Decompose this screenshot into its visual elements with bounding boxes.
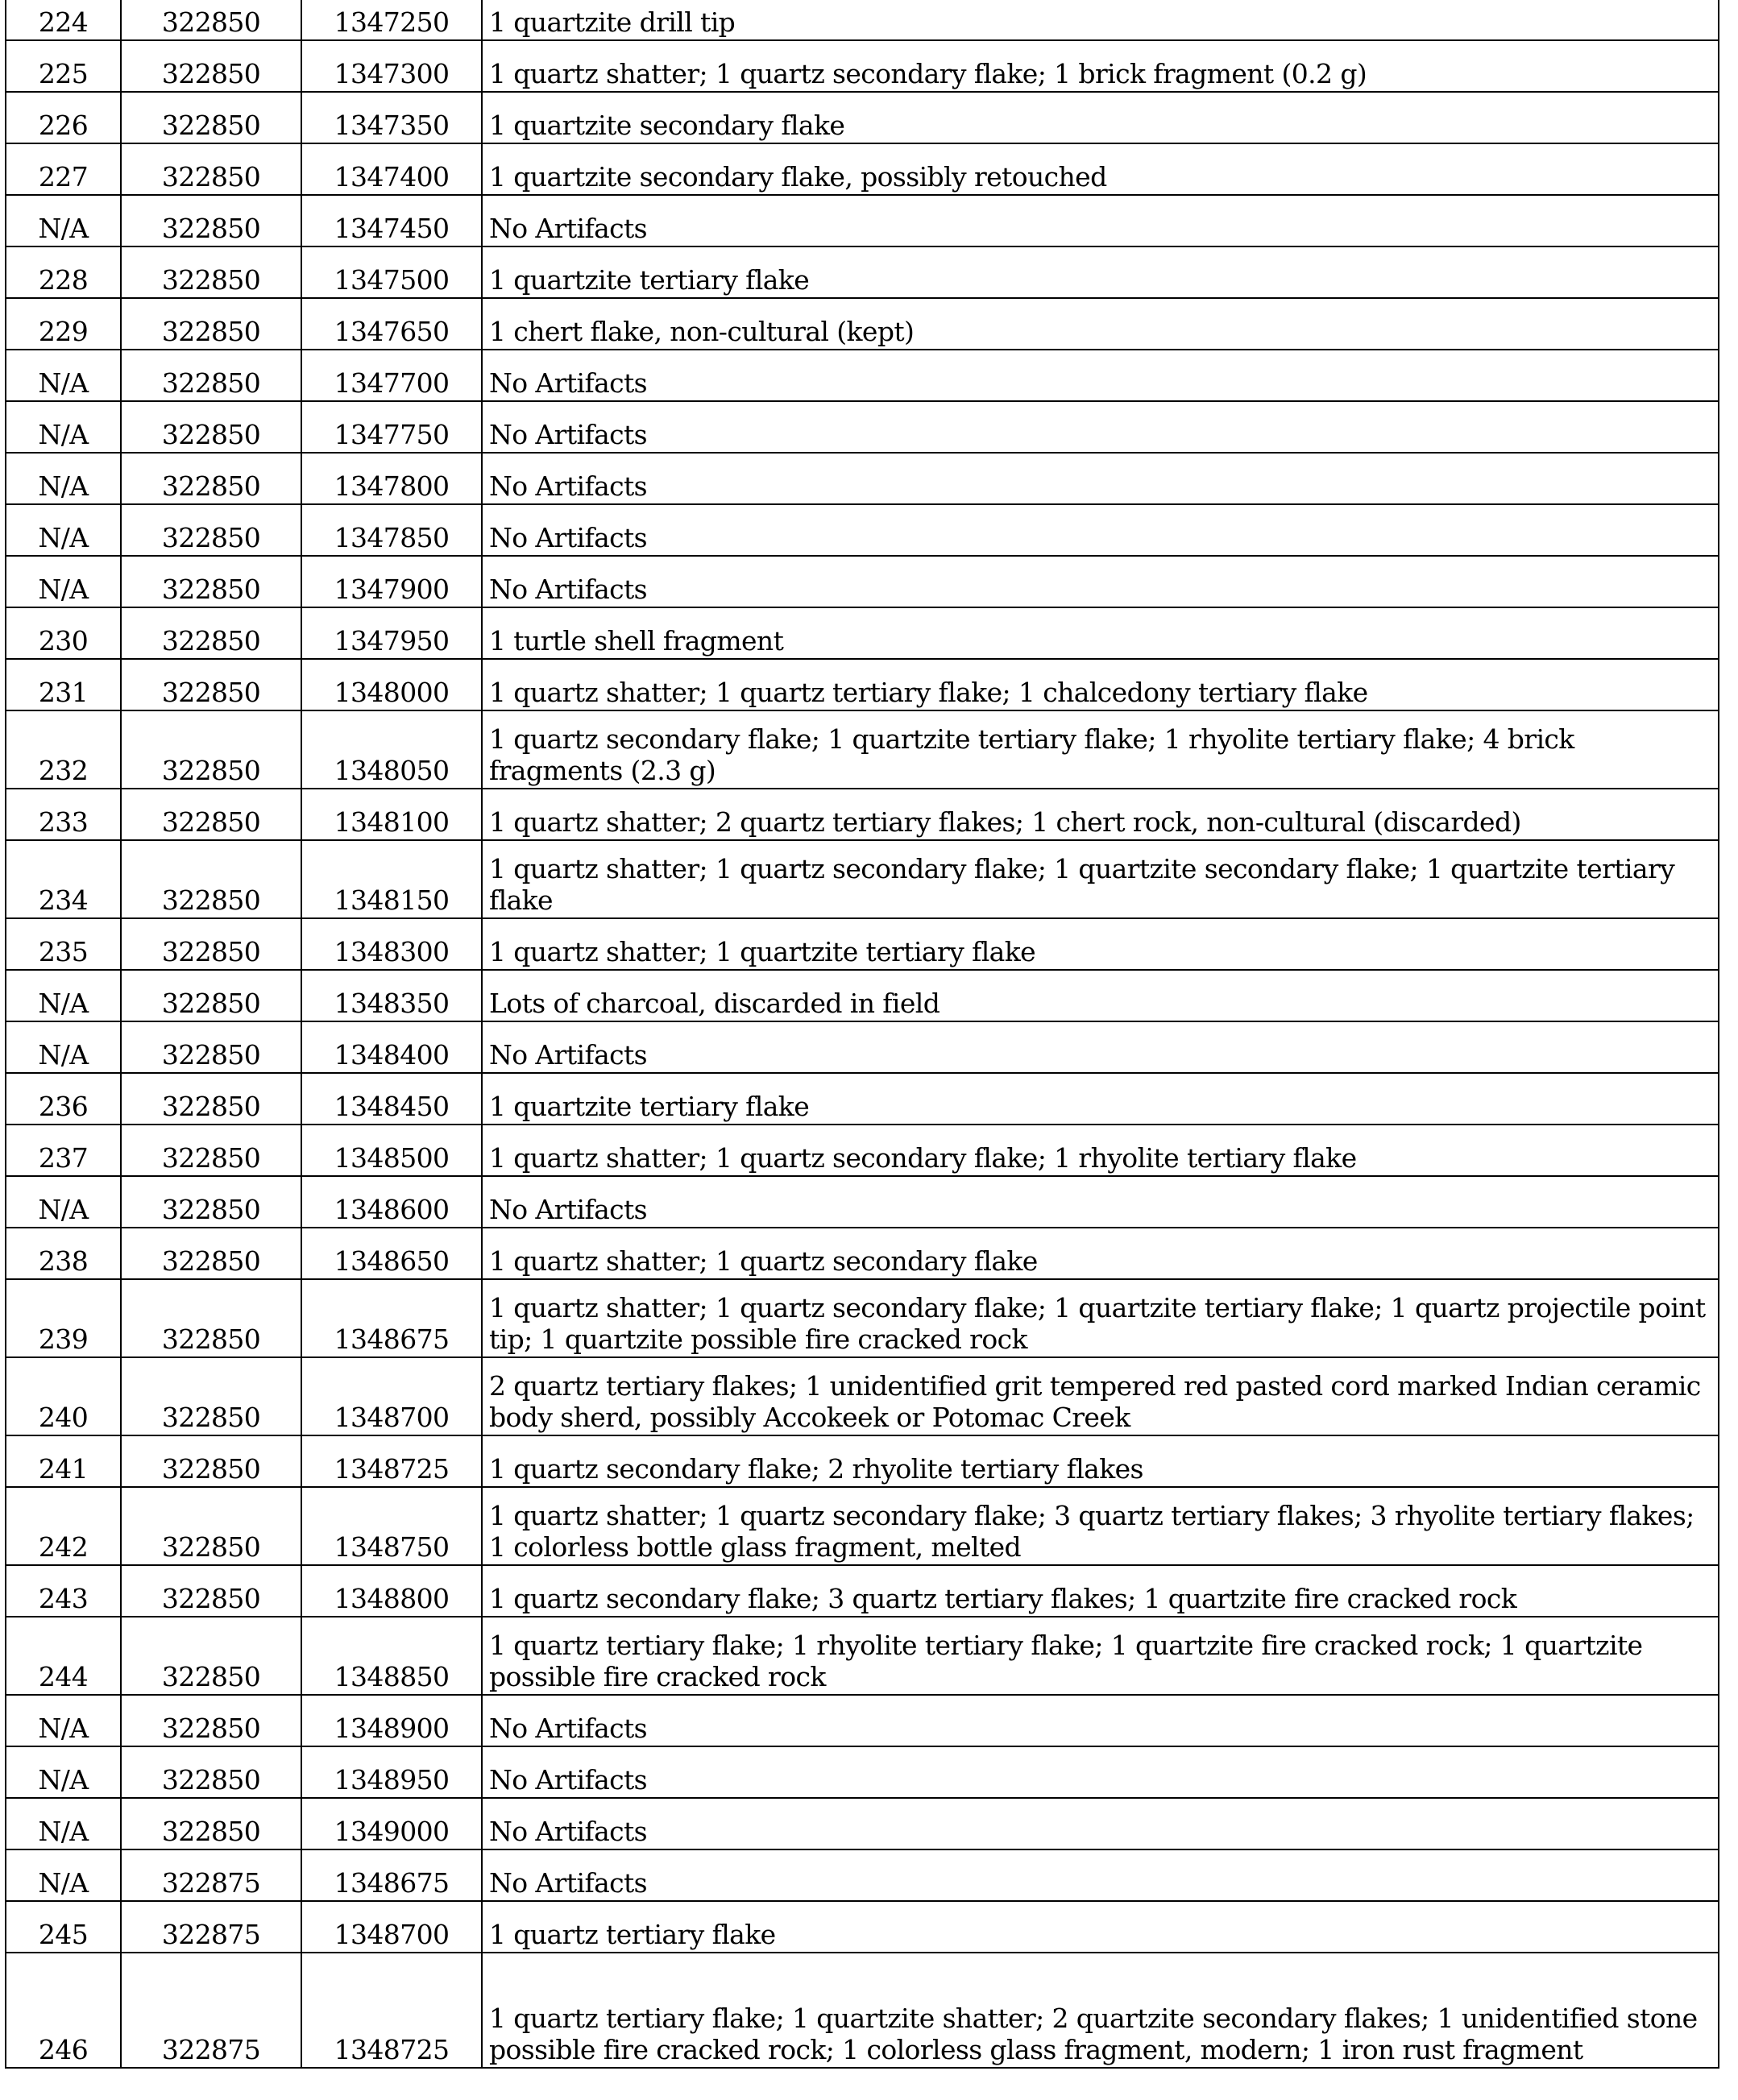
table-row [6,1617,1719,1695]
artifact-description-cell: No Artifacts [482,1849,1719,1901]
table-row [6,1901,1719,1953]
catalog-number-cell: 234 [6,840,121,918]
table-row [6,1953,1719,2068]
table-row [6,1695,1719,1746]
artifact-description-cell: No Artifacts [482,1021,1719,1073]
catalog-number-cell: 229 [6,298,121,350]
northing-cell: 1348450 [301,1073,482,1125]
catalog-number-cell: N/A [6,504,121,556]
easting-cell: 322850 [121,1695,301,1746]
artifact-description-cell: 1 quartz shatter; 1 quartz tertiary flake; 1 chalcedony tertiary flake [482,659,1719,710]
easting-cell: 322850 [121,40,301,92]
table-row [6,918,1719,970]
artifact-description-cell: 1 quartz secondary flake; 1 quartzite tertiary flake; 1 rhyolite tertiary flake; 4 brick fragments (2.3 g) [482,710,1719,789]
table-row [6,789,1719,840]
easting-cell: 322850 [121,0,301,40]
easting-cell: 322850 [121,789,301,840]
catalog-number-cell: 243 [6,1565,121,1617]
northing-cell: 1348750 [301,1487,482,1565]
easting-cell: 322850 [121,504,301,556]
northing-cell: 1348100 [301,789,482,840]
catalog-number-cell: 245 [6,1901,121,1953]
catalog-number-cell: N/A [6,1695,121,1746]
catalog-number-cell: 236 [6,1073,121,1125]
table-row [6,970,1719,1021]
table-body [6,0,1719,2068]
northing-cell: 1348400 [301,1021,482,1073]
northing-cell: 1347500 [301,246,482,298]
easting-cell: 322850 [121,298,301,350]
table-row [6,1021,1719,1073]
table-row [6,607,1719,659]
table-row [6,40,1719,92]
easting-cell: 322850 [121,556,301,607]
catalog-number-cell: 244 [6,1617,121,1695]
easting-cell: 322850 [121,710,301,789]
northing-cell: 1347800 [301,453,482,504]
northing-cell: 1348350 [301,970,482,1021]
catalog-number-cell: 231 [6,659,121,710]
table-row [6,659,1719,710]
catalog-number-cell: N/A [6,1798,121,1849]
northing-cell: 1348675 [301,1279,482,1357]
easting-cell: 322850 [121,607,301,659]
artifact-description-cell: Lots of charcoal, discarded in field [482,970,1719,1021]
easting-cell: 322850 [121,1487,301,1565]
artifact-description-cell: 1 quartz tertiary flake [482,1901,1719,1953]
table-row [6,143,1719,195]
catalog-number-cell: 230 [6,607,121,659]
easting-cell: 322850 [121,1279,301,1357]
table-row [6,1125,1719,1176]
artifact-description-cell: 1 quartz shatter; 1 quartz secondary flake [482,1228,1719,1279]
artifact-description-cell: No Artifacts [482,453,1719,504]
catalog-number-cell: N/A [6,401,121,453]
northing-cell: 1348500 [301,1125,482,1176]
easting-cell: 322850 [121,92,301,143]
table-row [6,0,1719,40]
northing-cell: 1347450 [301,195,482,246]
northing-cell: 1347300 [301,40,482,92]
artifact-description-cell: 1 quartz secondary flake; 2 rhyolite tertiary flakes [482,1435,1719,1487]
northing-cell: 1348725 [301,1953,482,2068]
easting-cell: 322850 [121,1073,301,1125]
artifact-description-cell: 1 quartz shatter; 1 quartz secondary flake; 1 rhyolite tertiary flake [482,1125,1719,1176]
easting-cell: 322850 [121,350,301,401]
artifact-description-cell: No Artifacts [482,504,1719,556]
artifact-description-cell: 1 quartz shatter; 1 quartz secondary flake; 3 quartz tertiary flakes; 3 rhyolite tertiary flakes; 1 colorless bottle glass fragment, melted [482,1487,1719,1565]
easting-cell: 322850 [121,401,301,453]
catalog-number-cell: N/A [6,556,121,607]
catalog-number-cell: N/A [6,350,121,401]
northing-cell: 1348300 [301,918,482,970]
artifact-description-cell: 1 quartzite secondary flake [482,92,1719,143]
catalog-number-cell: 237 [6,1125,121,1176]
easting-cell: 322850 [121,1357,301,1435]
northing-cell: 1348725 [301,1435,482,1487]
table-row [6,401,1719,453]
easting-cell: 322850 [121,970,301,1021]
artifact-description-cell: 1 quartz shatter; 1 quartz secondary flake; 1 brick fragment (0.2 g) [482,40,1719,92]
catalog-number-cell: 232 [6,710,121,789]
table-row [6,1746,1719,1798]
artifact-description-cell: 1 quartzite drill tip [482,0,1719,40]
table-row [6,298,1719,350]
easting-cell: 322850 [121,1125,301,1176]
catalog-number-cell: N/A [6,1176,121,1228]
northing-cell: 1348950 [301,1746,482,1798]
catalog-number-cell: N/A [6,453,121,504]
artifact-description-cell: No Artifacts [482,1798,1719,1849]
table-row [6,195,1719,246]
northing-cell: 1347250 [301,0,482,40]
northing-cell: 1348675 [301,1849,482,1901]
easting-cell: 322875 [121,1901,301,1953]
easting-cell: 322850 [121,1798,301,1849]
northing-cell: 1348900 [301,1695,482,1746]
northing-cell: 1348050 [301,710,482,789]
northing-cell: 1348000 [301,659,482,710]
artifact-description-cell: No Artifacts [482,350,1719,401]
easting-cell: 322850 [121,1435,301,1487]
catalog-number-cell: 241 [6,1435,121,1487]
easting-cell: 322850 [121,453,301,504]
table-row [6,1798,1719,1849]
artifact-description-cell: No Artifacts [482,1695,1719,1746]
northing-cell: 1347950 [301,607,482,659]
easting-cell: 322850 [121,195,301,246]
northing-cell: 1347400 [301,143,482,195]
catalog-number-cell: N/A [6,195,121,246]
artifact-description-cell: No Artifacts [482,556,1719,607]
artifact-description-cell: No Artifacts [482,1746,1719,1798]
easting-cell: 322850 [121,1021,301,1073]
northing-cell: 1348700 [301,1901,482,1953]
northing-cell: 1347850 [301,504,482,556]
catalog-number-cell: 226 [6,92,121,143]
northing-cell: 1347750 [301,401,482,453]
northing-cell: 1347900 [301,556,482,607]
easting-cell: 322850 [121,840,301,918]
catalog-number-cell: 240 [6,1357,121,1435]
easting-cell: 322850 [121,1176,301,1228]
table-row [6,840,1719,918]
artifact-description-cell: 1 chert flake, non-cultural (kept) [482,298,1719,350]
catalog-number-cell: 228 [6,246,121,298]
artifact-description-cell: No Artifacts [482,195,1719,246]
catalog-number-cell: 225 [6,40,121,92]
northing-cell: 1348600 [301,1176,482,1228]
northing-cell: 1347700 [301,350,482,401]
artifact-description-cell: 1 quartzite secondary flake, possibly retouched [482,143,1719,195]
artifact-description-cell: 1 quartz secondary flake; 3 quartz tertiary flakes; 1 quartzite fire cracked rock [482,1565,1719,1617]
northing-cell: 1348650 [301,1228,482,1279]
artifact-description-cell: No Artifacts [482,401,1719,453]
table-row [6,710,1719,789]
table-row [6,1849,1719,1901]
artifact-description-cell: 2 quartz tertiary flakes; 1 unidentified grit tempered red pasted cord marked Indian ceramic body sherd, possibly Accokeek or Potomac Creek [482,1357,1719,1435]
catalog-number-cell: 238 [6,1228,121,1279]
catalog-number-cell: N/A [6,1849,121,1901]
catalog-number-cell: 235 [6,918,121,970]
catalog-number-cell: N/A [6,1746,121,1798]
table-row [6,453,1719,504]
northing-cell: 1349000 [301,1798,482,1849]
table-row [6,1279,1719,1357]
table-row [6,1357,1719,1435]
table-row [6,1176,1719,1228]
table-row [6,92,1719,143]
easting-cell: 322850 [121,1228,301,1279]
table-row [6,1487,1719,1565]
table-row [6,1435,1719,1487]
artifact-description-cell: 1 quartzite tertiary flake [482,1073,1719,1125]
artifact-description-cell: 1 quartz shatter; 1 quartzite tertiary flake [482,918,1719,970]
artifact-description-cell: 1 quartz shatter; 1 quartz secondary flake; 1 quartzite tertiary flake; 1 quartz projectile point tip; 1 quartzite possible fire cracked rock [482,1279,1719,1357]
easting-cell: 322850 [121,246,301,298]
catalog-number-cell: 233 [6,789,121,840]
easting-cell: 322850 [121,143,301,195]
artifact-description-cell: 1 quartzite tertiary flake [482,246,1719,298]
easting-cell: 322850 [121,918,301,970]
table-row [6,1073,1719,1125]
northing-cell: 1347650 [301,298,482,350]
artifact-description-cell: 1 quartz tertiary flake; 1 quartzite shatter; 2 quartzite secondary flakes; 1 unidentified stone possible fire cracked rock; 1 colorless glass fragment, modern; 1 iron rust fragment [482,1953,1719,2068]
catalog-number-cell: 227 [6,143,121,195]
northing-cell: 1347350 [301,92,482,143]
artifact-catalog-page [5,0,1718,2069]
artifact-description-cell: 1 turtle shell fragment [482,607,1719,659]
table-row [6,1565,1719,1617]
catalog-number-cell: 239 [6,1279,121,1357]
catalog-number-cell: 224 [6,0,121,40]
table-row [6,350,1719,401]
easting-cell: 322850 [121,1746,301,1798]
easting-cell: 322850 [121,1617,301,1695]
table-row [6,504,1719,556]
easting-cell: 322875 [121,1953,301,2068]
catalog-number-cell: 242 [6,1487,121,1565]
table-row [6,246,1719,298]
artifact-catalog-table [5,0,1719,2069]
catalog-number-cell: N/A [6,970,121,1021]
artifact-description-cell: No Artifacts [482,1176,1719,1228]
northing-cell: 1348700 [301,1357,482,1435]
easting-cell: 322850 [121,659,301,710]
northing-cell: 1348800 [301,1565,482,1617]
artifact-description-cell: 1 quartz shatter; 1 quartz secondary flake; 1 quartzite secondary flake; 1 quartzite tertiary flake [482,840,1719,918]
northing-cell: 1348150 [301,840,482,918]
table-row [6,1228,1719,1279]
table-row [6,556,1719,607]
easting-cell: 322850 [121,1565,301,1617]
artifact-description-cell: 1 quartz shatter; 2 quartz tertiary flakes; 1 chert rock, non-cultural (discarded) [482,789,1719,840]
catalog-number-cell: N/A [6,1021,121,1073]
artifact-description-cell: 1 quartz tertiary flake; 1 rhyolite tertiary flake; 1 quartzite fire cracked rock; 1 quartzite possible fire cracked rock [482,1617,1719,1695]
catalog-number-cell: 246 [6,1953,121,2068]
easting-cell: 322875 [121,1849,301,1901]
northing-cell: 1348850 [301,1617,482,1695]
